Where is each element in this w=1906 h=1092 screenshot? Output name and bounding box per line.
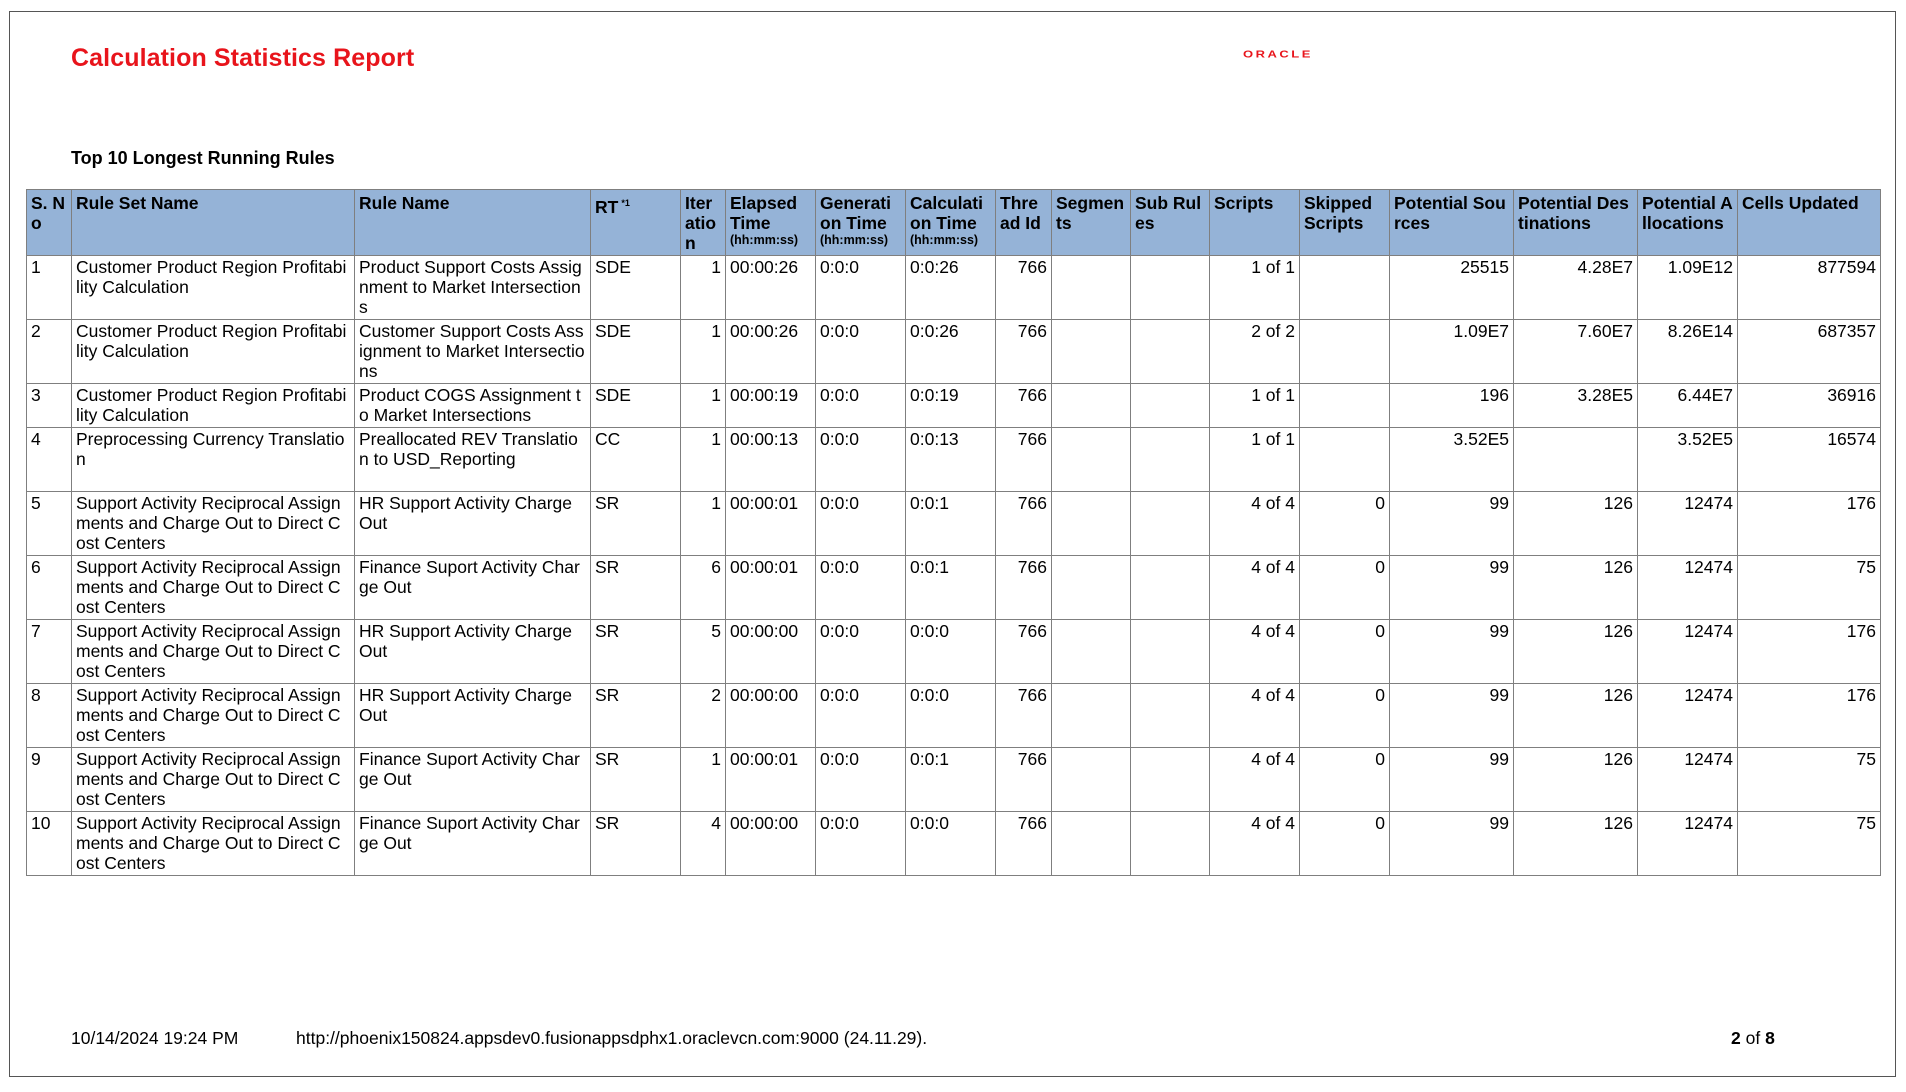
col-header-iteration: Iteration bbox=[681, 190, 726, 256]
cell-rule-set: Support Activity Reciprocal Assignments and Charge Out to Direct Cost Centers bbox=[72, 492, 355, 556]
cell-elapsed: 00:00:26 bbox=[726, 256, 816, 320]
cell-scripts: 4 of 4 bbox=[1210, 748, 1300, 812]
col-header-destinations: Potential Destinations bbox=[1514, 190, 1638, 256]
col-header-scripts: Scripts bbox=[1210, 190, 1300, 256]
cell-sno: 8 bbox=[27, 684, 72, 748]
cell-segments bbox=[1052, 428, 1131, 492]
cell-allocations: 12474 bbox=[1638, 748, 1738, 812]
rules-table bbox=[26, 189, 1881, 876]
cell-allocations: 12474 bbox=[1638, 620, 1738, 684]
cell-sources: 99 bbox=[1390, 556, 1514, 620]
cell-allocations: 6.44E7 bbox=[1638, 384, 1738, 428]
cell-sources: 99 bbox=[1390, 620, 1514, 684]
cell-rule-set: Support Activity Reciprocal Assignments and Charge Out to Direct Cost Centers bbox=[72, 684, 355, 748]
cell-rule-name: Preallocated REV Translation to USD_Reporting bbox=[355, 428, 591, 492]
cell-scripts: 4 of 4 bbox=[1210, 556, 1300, 620]
cell-iteration: 1 bbox=[681, 428, 726, 492]
cell-sno: 7 bbox=[27, 620, 72, 684]
cell-segments bbox=[1052, 256, 1131, 320]
cell-rule-name: HR Support Activity Charge Out bbox=[355, 620, 591, 684]
cell-scripts: 4 of 4 bbox=[1210, 812, 1300, 876]
cell-rule-set: Customer Product Region Profitability Calculation bbox=[72, 320, 355, 384]
col-header-rt: RT $^{*1}$ bbox=[591, 190, 681, 256]
col-header-thread: Thread Id bbox=[996, 190, 1052, 256]
cell-rt: SR bbox=[591, 812, 681, 876]
cell-scripts: 1 of 1 bbox=[1210, 384, 1300, 428]
cell-destinations: 126 bbox=[1514, 748, 1638, 812]
cell-generation: 0:0:0 bbox=[816, 620, 906, 684]
cell-sno: 5 bbox=[27, 492, 72, 556]
cell-generation: 0:0:0 bbox=[816, 320, 906, 384]
oracle-logo: ORACLE bbox=[1243, 48, 1313, 60]
cell-rt: SDE bbox=[591, 256, 681, 320]
cell-rule-name: Product Support Costs Assignment to Market Intersections bbox=[355, 256, 591, 320]
cell-sno: 1 bbox=[27, 256, 72, 320]
cell-sub-rules bbox=[1131, 384, 1210, 428]
col-header-allocations: Potential Allocations bbox=[1638, 190, 1738, 256]
cell-cells: 75 bbox=[1738, 748, 1881, 812]
cell-sno: 2 bbox=[27, 320, 72, 384]
cell-allocations: 8.26E14 bbox=[1638, 320, 1738, 384]
cell-skipped: 0 bbox=[1300, 812, 1390, 876]
cell-cells: 176 bbox=[1738, 620, 1881, 684]
cell-cells: 16574 bbox=[1738, 428, 1881, 492]
cell-segments bbox=[1052, 620, 1131, 684]
footer-timestamp: 10/14/2024 19:24 PM bbox=[71, 1028, 239, 1048]
cell-calculation: 0:0:0 bbox=[906, 684, 996, 748]
cell-rule-set: Customer Product Region Profitability Calculation bbox=[72, 384, 355, 428]
cell-skipped: 0 bbox=[1300, 620, 1390, 684]
table-row bbox=[27, 428, 1881, 492]
cell-calculation: 0:0:26 bbox=[906, 256, 996, 320]
cell-calculation: 0:0:0 bbox=[906, 620, 996, 684]
cell-elapsed: 00:00:00 bbox=[726, 812, 816, 876]
cell-sub-rules bbox=[1131, 428, 1210, 492]
cell-allocations: 12474 bbox=[1638, 492, 1738, 556]
cell-sources: 196 bbox=[1390, 384, 1514, 428]
cell-rule-set: Support Activity Reciprocal Assignments and Charge Out to Direct Cost Centers bbox=[72, 748, 355, 812]
cell-thread: 766 bbox=[996, 748, 1052, 812]
cell-destinations: 126 bbox=[1514, 684, 1638, 748]
cell-scripts: 1 of 1 bbox=[1210, 428, 1300, 492]
cell-rt: SDE bbox=[591, 384, 681, 428]
cell-rt: SR bbox=[591, 620, 681, 684]
table-row bbox=[27, 492, 1881, 556]
cell-rule-set: Support Activity Reciprocal Assignments and Charge Out to Direct Cost Centers bbox=[72, 812, 355, 876]
table-row bbox=[27, 684, 1881, 748]
cell-calculation: 0:0:1 bbox=[906, 748, 996, 812]
cell-scripts: 4 of 4 bbox=[1210, 684, 1300, 748]
cell-sno: 4 bbox=[27, 428, 72, 492]
cell-segments bbox=[1052, 748, 1131, 812]
table-row bbox=[27, 256, 1881, 320]
col-header-skipped: Skipped Scripts bbox=[1300, 190, 1390, 256]
cell-calculation: 0:0:0 bbox=[906, 812, 996, 876]
cell-iteration: 1 bbox=[681, 320, 726, 384]
col-header-rule-name: Rule Name bbox=[355, 190, 591, 256]
cell-sub-rules bbox=[1131, 684, 1210, 748]
cell-calculation: 0:0:1 bbox=[906, 492, 996, 556]
cell-scripts: 4 of 4 bbox=[1210, 620, 1300, 684]
cell-sub-rules bbox=[1131, 320, 1210, 384]
cell-sources: 3.52E5 bbox=[1390, 428, 1514, 492]
cell-thread: 766 bbox=[996, 428, 1052, 492]
col-header-generation: Generation Time (hh:mm:ss) bbox=[816, 190, 906, 256]
cell-destinations: 4.28E7 bbox=[1514, 256, 1638, 320]
cell-cells: 75 bbox=[1738, 812, 1881, 876]
cell-sub-rules bbox=[1131, 812, 1210, 876]
cell-skipped bbox=[1300, 384, 1390, 428]
cell-calculation: 0:0:1 bbox=[906, 556, 996, 620]
cell-allocations: 12474 bbox=[1638, 684, 1738, 748]
cell-thread: 766 bbox=[996, 556, 1052, 620]
cell-generation: 0:0:0 bbox=[816, 556, 906, 620]
cell-elapsed: 00:00:01 bbox=[726, 492, 816, 556]
cell-rt: SR bbox=[591, 556, 681, 620]
cell-segments bbox=[1052, 556, 1131, 620]
cell-elapsed: 00:00:00 bbox=[726, 684, 816, 748]
cell-iteration: 6 bbox=[681, 556, 726, 620]
cell-iteration: 1 bbox=[681, 748, 726, 812]
cell-skipped: 0 bbox=[1300, 748, 1390, 812]
cell-cells: 176 bbox=[1738, 492, 1881, 556]
cell-segments bbox=[1052, 492, 1131, 556]
cell-destinations: 126 bbox=[1514, 812, 1638, 876]
cell-elapsed: 00:00:26 bbox=[726, 320, 816, 384]
cell-thread: 766 bbox=[996, 320, 1052, 384]
table-header-row bbox=[27, 190, 1881, 256]
cell-rule-name: Finance Suport Activity Charge Out bbox=[355, 748, 591, 812]
cell-cells: 75 bbox=[1738, 556, 1881, 620]
cell-calculation: 0:0:19 bbox=[906, 384, 996, 428]
cell-scripts: 4 of 4 bbox=[1210, 492, 1300, 556]
cell-calculation: 0:0:13 bbox=[906, 428, 996, 492]
cell-generation: 0:0:0 bbox=[816, 748, 906, 812]
cell-sub-rules bbox=[1131, 748, 1210, 812]
cell-skipped bbox=[1300, 256, 1390, 320]
cell-iteration: 5 bbox=[681, 620, 726, 684]
cell-destinations: 126 bbox=[1514, 620, 1638, 684]
cell-cells: 687357 bbox=[1738, 320, 1881, 384]
cell-rule-set: Customer Product Region Profitability Calculation bbox=[72, 256, 355, 320]
table-row bbox=[27, 556, 1881, 620]
col-header-rule-set: Rule Set Name bbox=[72, 190, 355, 256]
cell-sources: 99 bbox=[1390, 812, 1514, 876]
cell-rule-name: HR Support Activity Charge Out bbox=[355, 492, 591, 556]
cell-elapsed: 00:00:19 bbox=[726, 384, 816, 428]
cell-rule-set: Preprocessing Currency Translation bbox=[72, 428, 355, 492]
cell-rule-name: Product COGS Assignment to Market Intersections bbox=[355, 384, 591, 428]
cell-destinations: 3.28E5 bbox=[1514, 384, 1638, 428]
cell-skipped bbox=[1300, 428, 1390, 492]
table-row bbox=[27, 384, 1881, 428]
cell-thread: 766 bbox=[996, 684, 1052, 748]
cell-iteration: 2 bbox=[681, 684, 726, 748]
cell-generation: 0:0:0 bbox=[816, 812, 906, 876]
cell-generation: 0:0:0 bbox=[816, 492, 906, 556]
cell-destinations: 126 bbox=[1514, 492, 1638, 556]
cell-rule-set: Support Activity Reciprocal Assignments and Charge Out to Direct Cost Centers bbox=[72, 620, 355, 684]
cell-cells: 877594 bbox=[1738, 256, 1881, 320]
cell-destinations: 126 bbox=[1514, 556, 1638, 620]
table-row bbox=[27, 748, 1881, 812]
cell-segments bbox=[1052, 384, 1131, 428]
cell-allocations: 12474 bbox=[1638, 556, 1738, 620]
section-subtitle: Top 10 Longest Running Rules bbox=[71, 148, 335, 168]
cell-skipped: 0 bbox=[1300, 492, 1390, 556]
cell-cells: 36916 bbox=[1738, 384, 1881, 428]
cell-sno: 9 bbox=[27, 748, 72, 812]
cell-segments bbox=[1052, 320, 1131, 384]
cell-sources: 99 bbox=[1390, 684, 1514, 748]
cell-sno: 3 bbox=[27, 384, 72, 428]
cell-sources: 99 bbox=[1390, 492, 1514, 556]
cell-allocations: 3.52E5 bbox=[1638, 428, 1738, 492]
cell-skipped: 0 bbox=[1300, 556, 1390, 620]
cell-thread: 766 bbox=[996, 812, 1052, 876]
cell-thread: 766 bbox=[996, 256, 1052, 320]
cell-iteration: 4 bbox=[681, 812, 726, 876]
cell-thread: 766 bbox=[996, 620, 1052, 684]
cell-iteration: 1 bbox=[681, 256, 726, 320]
cell-rule-set: Support Activity Reciprocal Assignments and Charge Out to Direct Cost Centers bbox=[72, 556, 355, 620]
cell-iteration: 1 bbox=[681, 492, 726, 556]
cell-thread: 766 bbox=[996, 384, 1052, 428]
page-indicator: 2 of 8 bbox=[1731, 1028, 1775, 1048]
cell-iteration: 1 bbox=[681, 384, 726, 428]
cell-scripts: 1 of 1 bbox=[1210, 256, 1300, 320]
cell-sno: 10 bbox=[27, 812, 72, 876]
cell-elapsed: 00:00:13 bbox=[726, 428, 816, 492]
cell-elapsed: 00:00:01 bbox=[726, 556, 816, 620]
col-header-calculation: Calculation Time (hh:mm:ss) bbox=[906, 190, 996, 256]
cell-sub-rules bbox=[1131, 492, 1210, 556]
cell-sub-rules bbox=[1131, 620, 1210, 684]
cell-generation: 0:0:0 bbox=[816, 684, 906, 748]
cell-rule-name: Finance Suport Activity Charge Out bbox=[355, 556, 591, 620]
cell-rt: SR bbox=[591, 492, 681, 556]
cell-skipped: 0 bbox=[1300, 684, 1390, 748]
col-header-sub-rules: Sub Rules bbox=[1131, 190, 1210, 256]
cell-destinations bbox=[1514, 428, 1638, 492]
cell-sub-rules bbox=[1131, 256, 1210, 320]
table-row bbox=[27, 812, 1881, 876]
cell-rt: SR bbox=[591, 684, 681, 748]
cell-sources: 99 bbox=[1390, 748, 1514, 812]
col-header-sno: S. No bbox=[27, 190, 72, 256]
cell-elapsed: 00:00:00 bbox=[726, 620, 816, 684]
footer-url: http://phoenix150824.appsdev0.fusionappsdphx1.oraclevcn.com:9000 (24.11.29). bbox=[296, 1028, 928, 1048]
cell-destinations: 7.60E7 bbox=[1514, 320, 1638, 384]
cell-allocations: 1.09E12 bbox=[1638, 256, 1738, 320]
cell-scripts: 2 of 2 bbox=[1210, 320, 1300, 384]
report-title: Calculation Statistics Report bbox=[71, 44, 415, 72]
cell-sources: 1.09E7 bbox=[1390, 320, 1514, 384]
cell-generation: 0:0:0 bbox=[816, 428, 906, 492]
cell-allocations: 12474 bbox=[1638, 812, 1738, 876]
table-row bbox=[27, 620, 1881, 684]
col-header-segments: Segments bbox=[1052, 190, 1131, 256]
cell-rule-name: Customer Support Costs Assignment to Market Intersections bbox=[355, 320, 591, 384]
cell-segments bbox=[1052, 812, 1131, 876]
cell-sub-rules bbox=[1131, 556, 1210, 620]
cell-segments bbox=[1052, 684, 1131, 748]
cell-generation: 0:0:0 bbox=[816, 256, 906, 320]
cell-skipped bbox=[1300, 320, 1390, 384]
cell-sources: 25515 bbox=[1390, 256, 1514, 320]
cell-calculation: 0:0:26 bbox=[906, 320, 996, 384]
cell-rule-name: Finance Suport Activity Charge Out bbox=[355, 812, 591, 876]
cell-rule-name: HR Support Activity Charge Out bbox=[355, 684, 591, 748]
col-header-elapsed: Elapsed Time (hh:mm:ss) bbox=[726, 190, 816, 256]
col-header-cells: Cells Updated bbox=[1738, 190, 1881, 256]
col-header-sources: Potential Sources bbox=[1390, 190, 1514, 256]
cell-sno: 6 bbox=[27, 556, 72, 620]
table-row bbox=[27, 320, 1881, 384]
cell-rt: SDE bbox=[591, 320, 681, 384]
cell-generation: 0:0:0 bbox=[816, 384, 906, 428]
cell-thread: 766 bbox=[996, 492, 1052, 556]
cell-cells: 176 bbox=[1738, 684, 1881, 748]
rt-footnote-marker: *1 bbox=[621, 198, 630, 208]
cell-elapsed: 00:00:01 bbox=[726, 748, 816, 812]
cell-rt: SR bbox=[591, 748, 681, 812]
cell-rt: CC bbox=[591, 428, 681, 492]
